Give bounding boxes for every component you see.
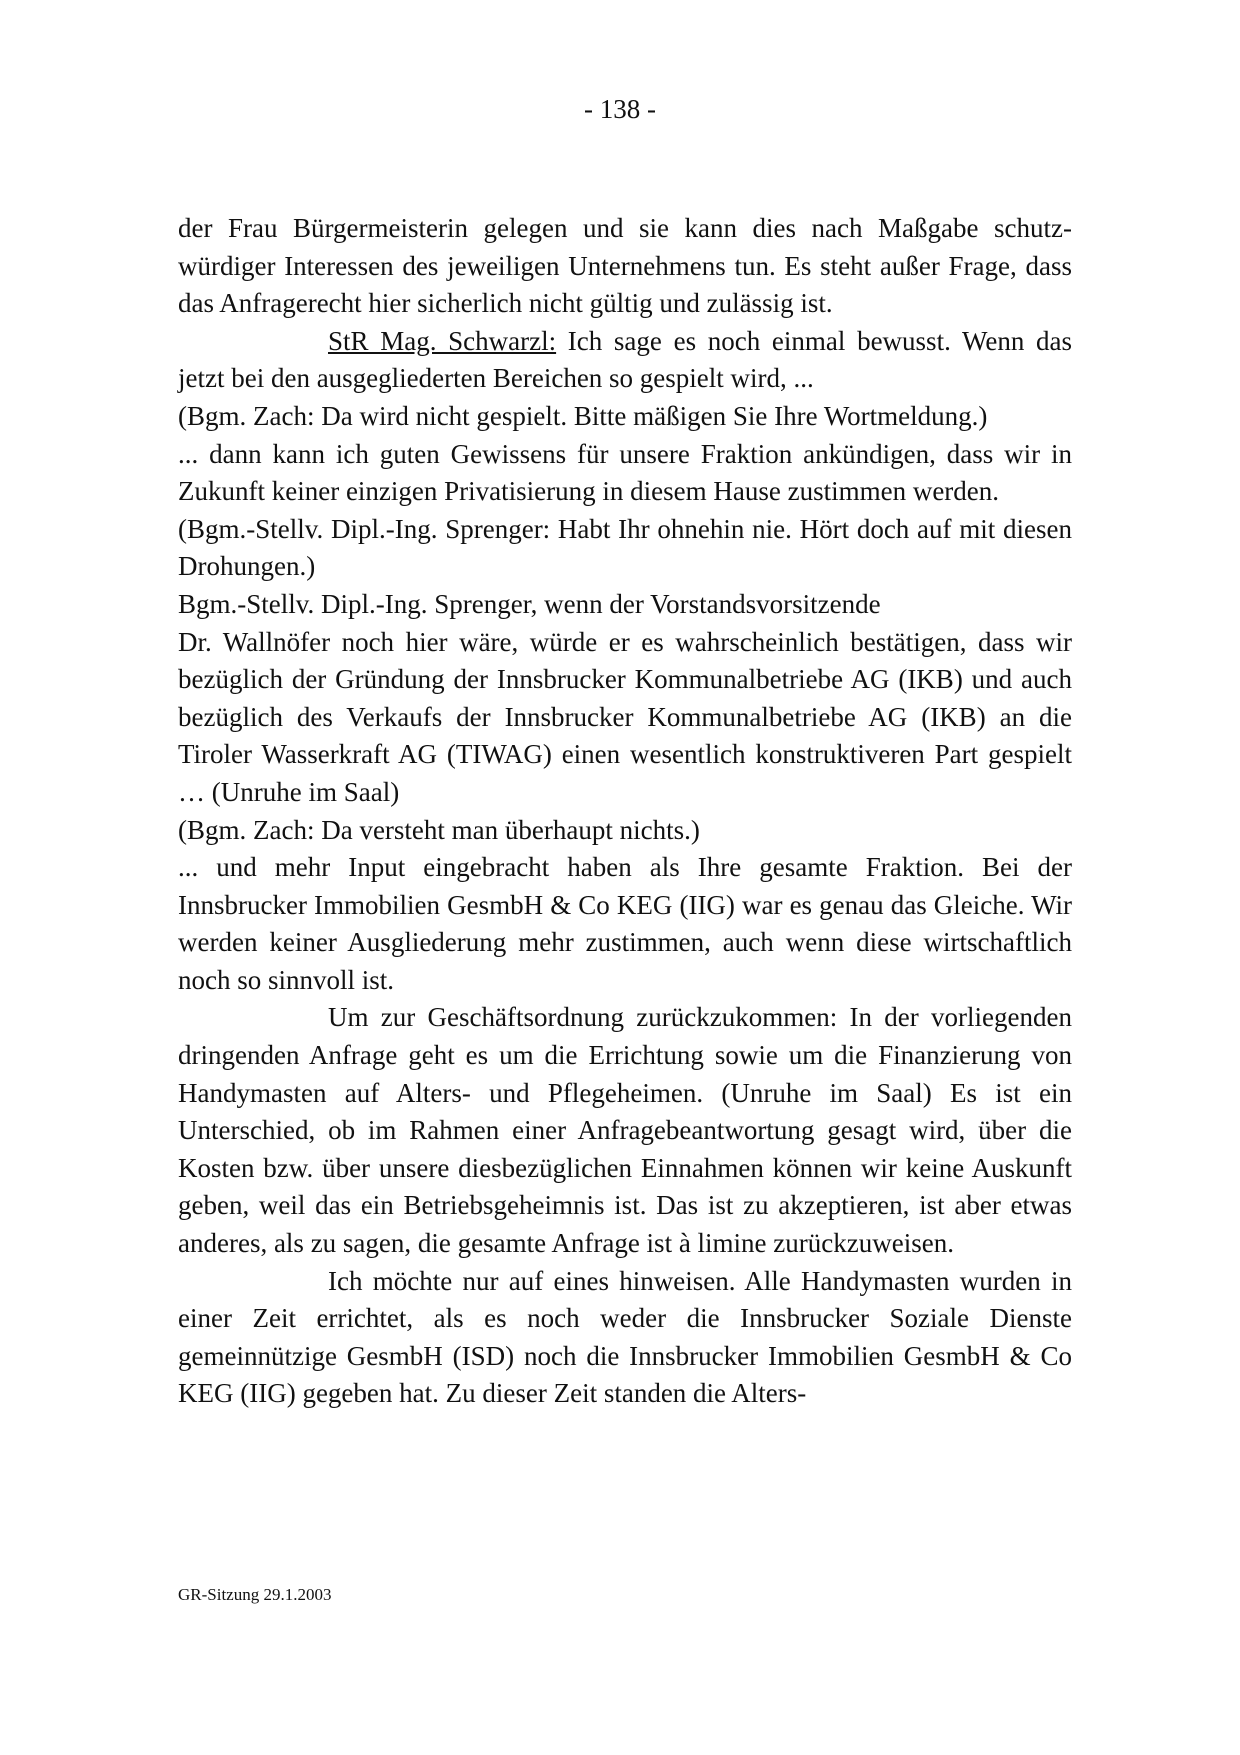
paragraph-text: Bgm.-Stellv. Dipl.-Ing. Sprenger, wenn der Vorstandsvorsitzende xyxy=(178,588,881,619)
paragraph-text: Ich möchte nur auf eines hinweisen. Alle Handymasten wurden in einer Zeit errichtet, als es noch weder die Innsbrucker Soziale Dienste gemeinnützige GesmbH (ISD) noch die Innsbrucker Immobilien GesmbH & Co KEG (IIG) gegeben hat. Zu dieser Zeit standen die Alters- xyxy=(178,1265,1072,1409)
paragraph-text: Ich sage es noch einmal bewusst. Wenn das jetzt bei den ausgegliederten Bereichen so gespielt wird, ... xyxy=(178,325,1072,394)
paragraph-5 xyxy=(178,624,1072,812)
body-text xyxy=(178,210,1072,1413)
speaker-name: StR Mag. Schwarzl: xyxy=(328,325,557,356)
paragraph-4 xyxy=(178,586,1072,624)
paragraph-text: (Bgm. Zach: Da versteht man überhaupt nichts.) xyxy=(178,814,700,845)
footer-session-date: GR-Sitzung 29.1.2003 xyxy=(178,1585,332,1604)
paragraph-7 xyxy=(178,999,1072,1262)
paragraph-text: der Frau Bürgermeisterin gelegen und sie kann dies nach Maßgabe schutzwürdiger Interessen des jeweiligen Unternehmens tun. Es steht außer Frage, dass das Anfragerecht hier sicherlich nicht gültig und zulässig ist. xyxy=(178,213,1072,319)
paragraph-text: (Bgm. Zach: Da wird nicht gespielt. Bitte mäßigen Sie Ihre Wortmeldung.) xyxy=(178,400,988,431)
interjection-1 xyxy=(178,398,1072,436)
paragraph-2 xyxy=(178,323,1072,398)
paragraph-1 xyxy=(178,210,1072,323)
page-number: - 138 - xyxy=(584,94,656,124)
paragraph-text: ... und mehr Input eingebracht haben als Ihre gesamte Fraktion. Bei der Innsbrucker Immobilien GesmbH & Co KEG (IIG) war es genau das Gleiche. Wir werden keiner Ausgliederung mehr zustimmen, auch wenn diese wirtschaftlich noch so sinnvoll ist. xyxy=(178,852,1072,995)
paragraph-text: Um zur Geschäftsordnung zurückzukommen: In der vorliegenden dringenden Anfrage geht es um die Errichtung sowie um die Finanzierung von Handymasten auf Alters- und Pflegeheimen. (Unruhe im Saal) Es ist ein Unterschied, ob im Rahmen einer Anfragebeantwortung gesagt wird, über die Kosten bzw. über unsere diesbezüglichen Einnahmen können wir keine Auskunft geben, weil das ein Betriebsgeheimnis ist. Das ist zu akzeptieren, ist aber etwas anderes, als zu sagen, die gesamte Anfrage ist à limine zurückzuweisen. xyxy=(178,1002,1072,1259)
paragraph-text: Dr. Wallnöfer noch hier wäre, würde er es wahrscheinlich bestätigen, dass wir bezüglich der Gründung der Innsbrucker Kommunalbetriebe AG (IKB) und auch bezüglich des Verkaufs der Innsbrucker Kommunalbetriebe AG (IKB) an die Tiroler Wasserkraft AG (TIWAG) einen wesentlich konstruktiveren Part gespielt … (Unruhe im Saal) xyxy=(178,626,1072,807)
interjection-3 xyxy=(178,812,1072,850)
paragraph-8 xyxy=(178,1263,1072,1413)
interjection-2 xyxy=(178,511,1072,586)
paragraph-text: ... dann kann ich guten Gewissens für unsere Fraktion ankündigen, dass wir in Zukunft keiner einzigen Privatisierung in diesem Hause zustimmen werden. xyxy=(178,438,1072,507)
paragraph-text: (Bgm.-Stellv. Dipl.-Ing. Sprenger: Habt Ihr ohnehin nie. Hört doch auf mit diesen Drohungen.) xyxy=(178,513,1072,582)
paragraph-3 xyxy=(178,436,1072,511)
paragraph-6 xyxy=(178,849,1072,999)
